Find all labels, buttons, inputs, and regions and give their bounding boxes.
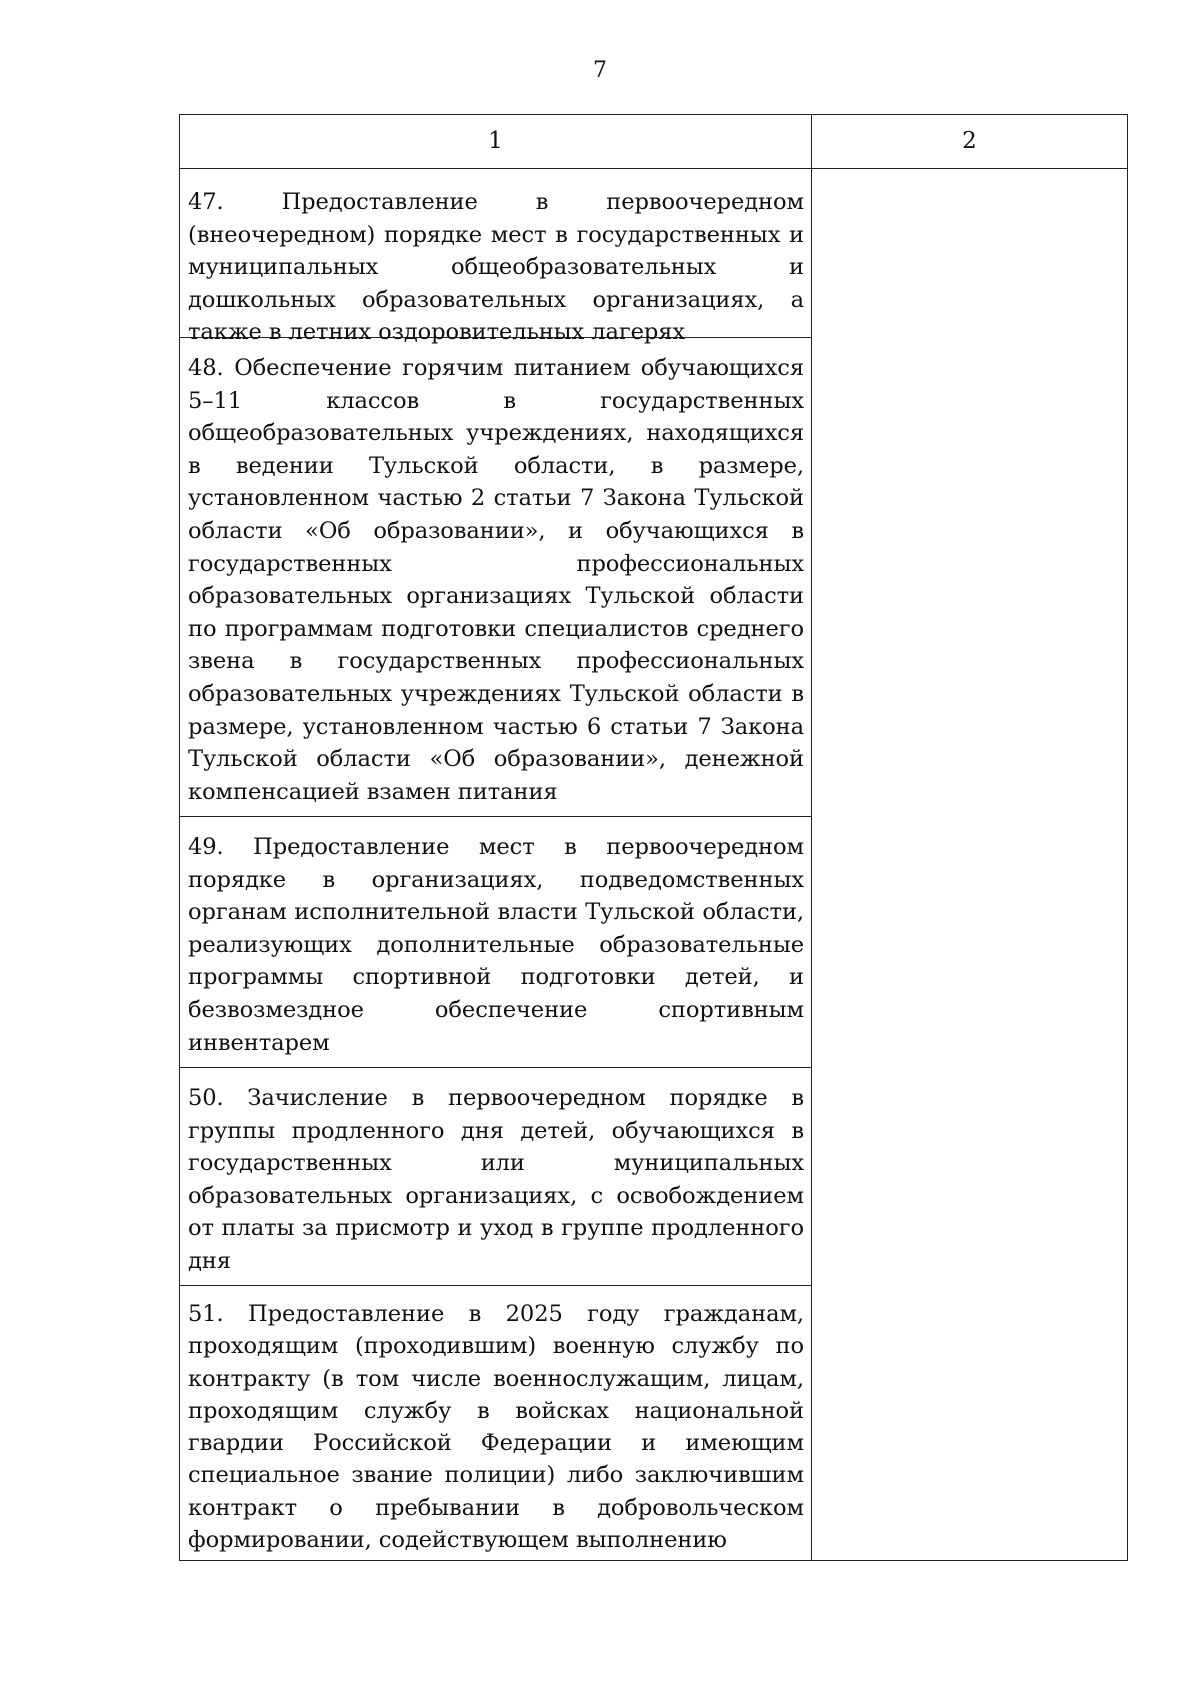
item-cell xyxy=(180,169,812,346)
item-cell xyxy=(180,338,812,817)
item-49-text: 49. Предоставление мест в первоочередном порядке в организациях, подведомственных органам исполнительной власти Тульской области, реализующих дополнительные образовательные программы спортивной подготовки детей, и безвозмездное обеспечение спортивным инвентарем xyxy=(188,834,804,1056)
item-cell xyxy=(180,1068,812,1286)
item-48-text: 48. Обеспечение горячим питанием обучающихся 5–11 классов в государственных общеобразовательных учреждениях, находящихся в ведении Тульской области, в размере, установленном частью 2 статьи 7 Закона Тульской области «Об образовании», и обучающихся в государственных профессиональных образовательных организациях Тульской области по программам подготовки специалистов среднего звена в государственных профессиональных образовательных учреждениях Тульской области в размере, установленном частью 6 статьи 7 Закона Тульской области «Об образовании», денежной компенсацией взамен питания xyxy=(188,355,804,805)
column-2-empty-cell xyxy=(812,169,1128,1561)
column-header-2: 2 xyxy=(812,115,1128,169)
item-cell xyxy=(180,817,812,1068)
column-header-1: 1 xyxy=(180,115,812,169)
item-47-text: 47. Предоставление в первоочередном (внеочередном) порядке мест в государственных и муниципальных общеобразовательных и дошкольных образовательных организациях, а также в летних оздоровительных лагерях xyxy=(188,189,804,346)
page-number: 7 xyxy=(593,58,607,83)
measures-table xyxy=(179,114,1128,1561)
item-51-text: 51. Предоставление в 2025 году гражданам, проходящим (проходившим) военную службу по контракту (в том числе военнослужащим, лицам, проходящим службу в войсках национальной гвардии Российской Федерации и имеющим специальное звание полиции) либо заключившим контракт о пребывании в добровольческом формировании, содействующем выполнению xyxy=(188,1301,804,1554)
table-header-row xyxy=(180,115,1128,169)
table-row xyxy=(180,169,1128,338)
item-cell xyxy=(180,1286,812,1561)
item-50-text: 50. Зачисление в первоочередном порядке в группы продленного дня детей, обучающихся в государственных или муниципальных образовательных организациях, с освобождением от платы за присмотр и уход в группе продленного дня xyxy=(188,1085,804,1274)
